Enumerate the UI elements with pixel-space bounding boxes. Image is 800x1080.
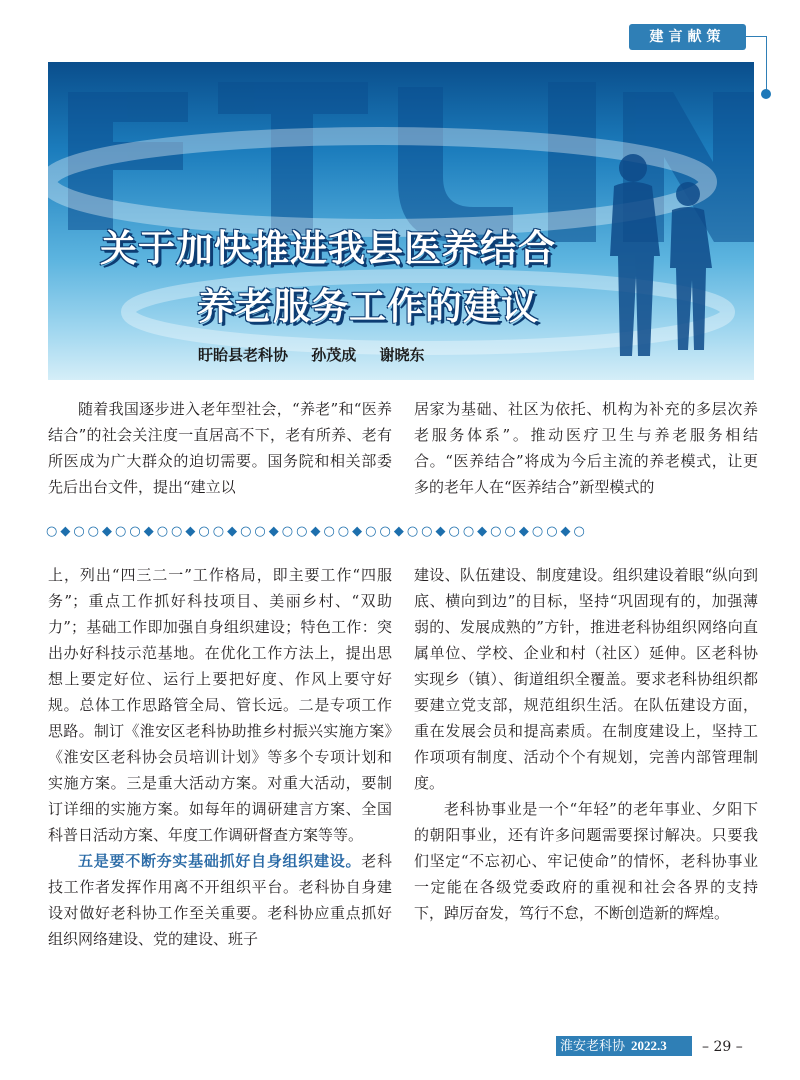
paragraph-text: 老科技工作者发挥作用离不开组织平台。老科协自身建设对做好老科协工作至关重要。老科协应重点抓好组织网络建设、党的建设、班子 — [48, 852, 392, 948]
paragraph: 居家为基础、社区为依托、机构为补充的多层次养老服务体系”。推动医疗卫生与养老服务相结合。“医养结合”将成为今后主流的养老模式，让更多的老年人在“医养结合”新型模式的 — [414, 400, 758, 496]
article-title-line-2: 养老服务工作的建议 — [197, 285, 539, 328]
author-name: 谢晓东 — [379, 346, 425, 364]
issue-number: 2022.3 — [631, 1038, 667, 1053]
bottom-left-column — [48, 562, 392, 952]
paragraph: 上，列出“四三二一”工作格局，即主要工作“四服务”；重点工作抓好科技项目、美丽乡村、“双助力”；基础工作即加强自身组织建设；特色工作：突出办好科技示范基地。在优化工作方法上，提出思想上要定好位、运行上要把好度、作风上要守好规。总体工作思路管全局、管长远。二是专项工作思路。制订《淮安区老科协助推乡村振兴实施方案》《淮安区老科协会员培训计划》等多个专项计划和实施方案。三是重大活动方案。对重大活动，要制订详细的实施方案。如每年的调研建言方案、全国科普日活动方案、年度工作调研督查方案等等。 — [48, 566, 392, 844]
ornamental-divider: ○◆○○◆○○◆○○◆○○◆○○◆○○◆○○◆○○◆○○◆○○◆○○◆○○◆○ — [46, 524, 588, 539]
author-name: 孙茂成 — [311, 346, 357, 364]
paragraph: 随着我国逐步进入老年型社会，“养老”和“医养结合”的社会关注度一直居高不下，老有所养、老有所医成为广大群众的迫切需要。国务院和相关部委先后出台文件，提出“建立以 — [48, 400, 392, 496]
author-line — [198, 344, 598, 365]
paragraph — [48, 848, 392, 952]
page-number: – 29 – — [702, 1039, 743, 1055]
paragraph: 建设、队伍建设、制度建设。组织建设着眼“纵向到底、横向到边”的目标，坚持“巩固现有的，加强薄弱的、发展成熟的”方针，推进老科协组织网络向直属单位、学校、企业和村（社区）延伸。区老科协实现乡（镇）、街道组织全覆盖。要求老科协组织都要建立党支部，规范组织生活。在队伍建设方面，重在发展会员和提高素质。在制度建设上，坚持工作项项有制度、活动个个有规划，完善内部管理制度。 — [414, 566, 758, 792]
tag-connector-line — [746, 36, 766, 37]
top-left-column — [48, 396, 392, 500]
journal-name: 淮安老科协 — [560, 1039, 626, 1054]
emphasis-lead: 五是要不断夯实基础抓好自身组织建设。 — [78, 852, 362, 870]
paragraph: 老科协事业是一个“年轻”的老年事业、夕阳下的朝阳事业，还有许多问题需要探讨解决。只要我们坚定“不忘初心、牢记使命”的情怀，老科协事业一定能在各级党委政府的重视和社会各界的支持下，踔厉奋发，笃行不怠，不断创造新的辉煌。 — [414, 800, 758, 922]
title-banner — [48, 62, 754, 380]
tag-dot — [761, 89, 771, 99]
tag-connector-line-vertical — [766, 36, 767, 94]
journal-footer — [556, 1036, 692, 1056]
author-org: 盱眙县老科协 — [198, 346, 289, 364]
article-title-line-1: 关于加快推进我县医养结合 — [100, 227, 556, 270]
top-right-column — [414, 396, 758, 500]
bottom-right-column — [414, 562, 758, 926]
section-tag: 建言献策 — [629, 24, 746, 50]
